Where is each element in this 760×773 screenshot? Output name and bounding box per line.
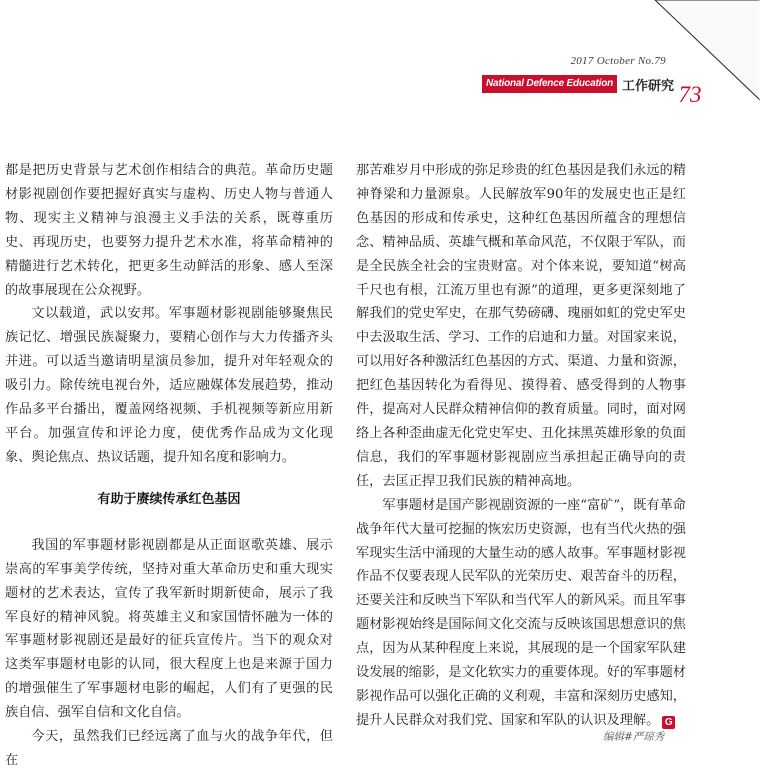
editor-credit: 编辑#严琼秀 bbox=[603, 731, 665, 743]
section-heading: 有助于赓续传承红色基因 bbox=[97, 491, 241, 507]
paragraph-text: 军事题材是国产影视剧资源的一座“富矿”，既有革命战争年代大量可挖掘的恢宏历史资源，也有当代火热的强军现实生活中涌现的大量生动的感人故事。军事题材影视作品不仅要表现人民军队的光荣历史、艰苦奋斗的历程，还要关注和反映当下军队和当代军人的新风采。而且军事题材影视始终是国际间文化交流与反映该国思想意识的焦点，因为从某种程度上来说，其展现的是一个国家军队建设发展的缩影，是文化软实力的重要体现。好的军事题材影视作品可以强化正确的义利观，丰富和深刻历史感知，提升人民群众对我们党、国家和军队的认识及理解。 bbox=[356, 497, 686, 728]
left-column bbox=[5, 159, 333, 773]
right-column bbox=[356, 159, 686, 733]
page-number: 73 bbox=[678, 82, 702, 107]
paragraph: 都是把历史背景与艺术创作相结合的典范。革命历史题材影视剧创作要把握好真实与虚构、历史人物与普通人物、现实主义精神与浪漫主义手法的关系，既尊重历史、再现历史，也要努力提升艺术水准，将革命精神的精髓进行艺术转化，把更多生动鲜活的形象、感人至深的故事展现在公众视野。 bbox=[5, 163, 333, 298]
article-end-mark-icon: G bbox=[662, 716, 675, 729]
issue-line: 2017 October No.79 bbox=[570, 55, 666, 67]
section-title: 工作研究 bbox=[622, 78, 675, 94]
paragraph: 我国的军事题材影视剧都是从正面讴歌英雄、展示崇高的军事美学传统，坚持对重大革命历史和重大现实题材的艺术表达，宣传了我军新时期新使命，展示了我军良好的精神风貌。将英雄主义和家国情怀融为一体的军事题材影视剧还是最好的征兵宣传片。当下的观众对这类军事题材电影的认同，很大程度上也是来源于国力的增强催生了军事题材电影的崛起，人们有了更强的民族自信、强军自信和文化自信。 bbox=[5, 537, 333, 721]
masthead bbox=[482, 75, 674, 93]
paragraph-with-end-mark bbox=[356, 494, 686, 733]
paragraph: 那苦难岁月中形成的弥足珍贵的红色基因是我们永远的精神脊梁和力量源泉。人民解放军90年的发展史也正是红色基因的形成和传承史，这种红色基因所蕴含的理想信念、精神品质、英雄气概和革命风范，不仅限于军队，而是全民族全社会的宝贵财富。对个体来说，要知道“树高千尺也有根，江流万里也有源”的道理，更多更深刻地了解我们的党史军史，在那气势磅礴、瑰丽如虹的党史军史中去汲取生活、学习、工作的启迪和力量。对国家来说，可以用好各种激活红色基因的方式、渠道、力量和资源，把红色基因转化为看得见、摸得着、感受得到的人物事件，提高对人民群众精神信仰的教育质量。同时，面对网络上各种歪曲虚无化党史军史、丑化抹黑英雄形象的负面信息，我们的军事题材影视剧应当承担起正确导向的责任，去匡正捍卫我们民族的精神高地。 bbox=[356, 163, 686, 489]
paragraph: 文以载道，武以安邦。军事题材影视剧能够聚焦民族记忆、增强民族凝聚力，要精心创作与大力传播齐头并进。可以适当邀请明星演员参加，提升对年轻观众的吸引力。除传统电视台外，适应融媒体发展趋势，推动作品多平台播出，覆盖网络视频、手机视频等新应用新平台。加强宣传和评论力度，使优秀作品成为文化现象、舆论焦点、热议话题，提升知名度和影响力。 bbox=[5, 306, 333, 465]
paragraph: 今天，虽然我们已经远离了血与火的战争年代，但在 bbox=[5, 729, 333, 768]
magazine-badge: National Defence Education bbox=[482, 75, 617, 93]
